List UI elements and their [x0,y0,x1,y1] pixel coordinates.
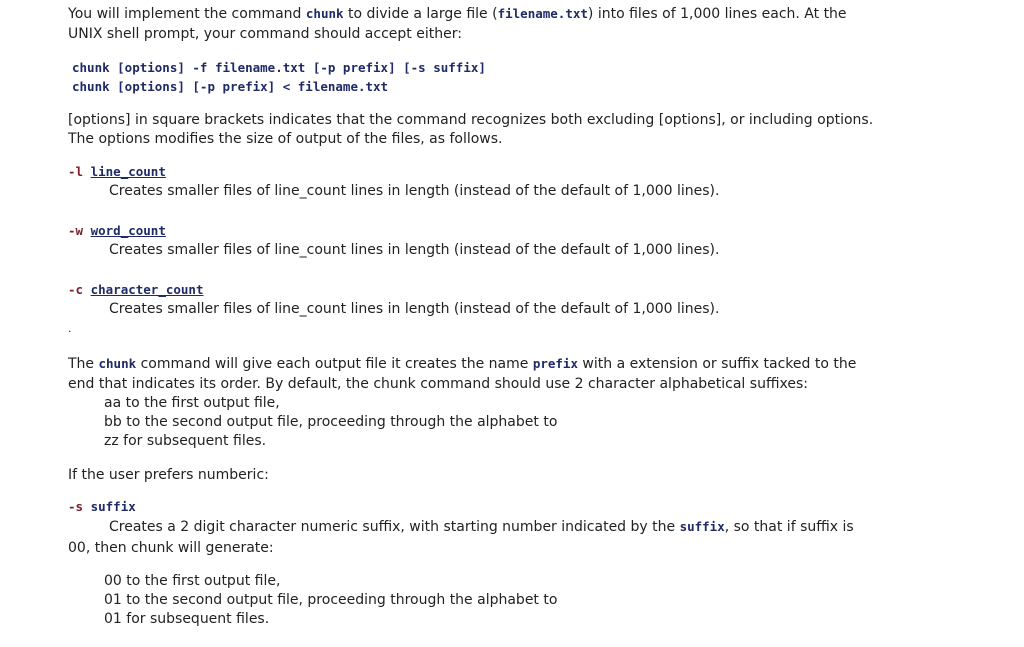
naming-item-1: aa to the first output file, [104,395,280,411]
usage-line-1: chunk [options] -f filename.txt [-p prefix] [-s suffix] [72,60,486,75]
numeric-item-3: 01 for subsequent files. [104,611,270,627]
option-arg: word_count [90,223,166,238]
option-flag: -s [68,499,84,514]
intro-line-2: UNIX shell prompt, your command should accept either: [68,26,462,42]
option-arg: character_count [90,282,204,297]
desc-text: Creates a 2 digit character numeric suffix, with starting number indicated by the [109,519,680,535]
options-intro-line-1: [options] in square brackets indicates that the command recognizes both excluding [options], or including options. [68,112,874,128]
intro-line-1 [68,6,847,22]
stray-dot: . [68,322,72,335]
option-flag: -w [68,223,84,238]
options-intro-line-2: The options modifies the size of output of the files, as follows. [68,131,503,147]
option-flag: -l [68,164,84,179]
option-w-term [68,223,166,238]
intro-text: to divide a large file ( [343,6,498,22]
option-arg: suffix [90,499,136,514]
naming-item-2: bb to the second output file, proceeding through the alphabet to [104,414,558,430]
prefix-code: prefix [532,356,578,371]
usage-line-2: chunk [options] [-p prefix] < filename.txt [72,79,389,94]
naming-text: with a extension or suffix tacked to the [577,356,857,372]
naming-text: command will give each output file it creates the name [136,356,533,372]
chunk-code: chunk [305,6,344,21]
naming-line-1 [68,356,856,372]
option-s-desc-line-2: 00, then chunk will generate: [68,540,274,556]
option-c-term [68,282,203,297]
naming-text: The [68,356,99,372]
desc-text: , so that if suffix is [724,519,854,535]
numeric-item-2: 01 to the second output file, proceeding through the alphabet to [104,592,558,608]
option-c-desc: Creates smaller files of line_count lines in length (instead of the default of 1,000 lines). [109,301,720,317]
numeric-item-1: 00 to the first output file, [104,573,281,589]
option-s-desc [109,519,854,535]
option-arg: line_count [90,164,166,179]
option-l-desc: Creates smaller files of line_count lines in length (instead of the default of 1,000 lines). [109,183,720,199]
filename-code: filename.txt [497,6,588,21]
numeric-intro: If the user prefers numberic: [68,467,269,483]
option-flag: -c [68,282,84,297]
option-s-term [68,499,136,514]
intro-text: You will implement the command [68,6,306,22]
naming-item-3: zz for subsequent files. [104,433,267,449]
option-l-term [68,164,166,179]
option-w-desc: Creates smaller files of line_count lines in length (instead of the default of 1,000 lines). [109,242,720,258]
naming-line-2: end that indicates its order. By default, the chunk command should use 2 character alphabetical suffixes: [68,376,808,392]
suffix-code: suffix [679,519,725,534]
intro-text: ) into files of 1,000 lines each. At the [587,6,847,22]
chunk-code: chunk [98,356,137,371]
